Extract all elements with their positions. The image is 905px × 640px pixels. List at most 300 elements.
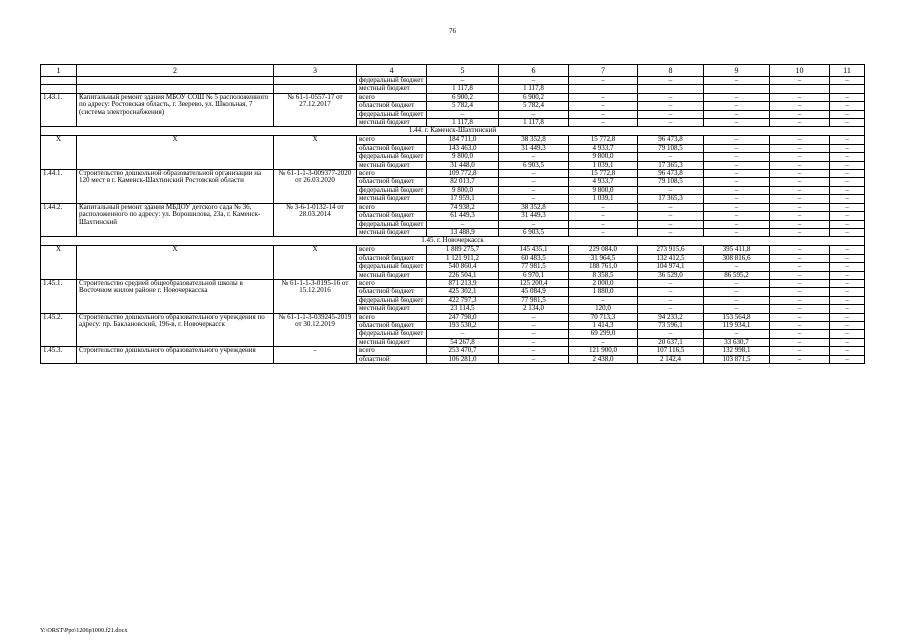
value-cell: – <box>770 313 830 321</box>
value-cell: 79 108,5 <box>638 144 704 152</box>
value-cell: – <box>770 279 830 287</box>
value-cell: – <box>770 110 830 118</box>
value-cell: – <box>830 178 865 186</box>
value-cell: 2 142,4 <box>638 355 704 363</box>
value-cell: – <box>830 296 865 304</box>
funding-source: федеральный бюджет <box>357 186 427 194</box>
funding-source: всего <box>357 136 427 144</box>
column-header: 5 <box>427 65 499 77</box>
item-name: Строительство средней общеобразовательной школы в Восточном жилом районе г. Новочеркасска <box>77 279 274 313</box>
value-cell: – <box>569 296 638 304</box>
value-cell: – <box>830 186 865 194</box>
value-cell: 145 435,1 <box>499 246 569 254</box>
value-cell: – <box>770 212 830 220</box>
value-cell: 17 365,3 <box>638 161 704 169</box>
value-cell: – <box>830 102 865 110</box>
item-name: Х <box>77 246 274 280</box>
value-cell: – <box>638 330 704 338</box>
value-cell: 9 800,0 <box>569 153 638 161</box>
value-cell: 6 900,2 <box>499 93 569 101</box>
value-cell: – <box>499 220 569 228</box>
item-document <box>274 77 357 85</box>
value-cell: – <box>830 144 865 152</box>
value-cell: 132 412,5 <box>638 254 704 262</box>
value-cell: – <box>770 321 830 329</box>
value-cell: 193 530,2 <box>427 321 499 329</box>
value-cell: – <box>770 296 830 304</box>
item-number: Х <box>41 136 77 170</box>
value-cell: 77 981,5 <box>499 296 569 304</box>
value-cell: 540 860,4 <box>427 263 499 271</box>
value-cell: – <box>770 330 830 338</box>
table-row <box>41 279 865 287</box>
value-cell: 106 281,0 <box>427 355 499 363</box>
value-cell: – <box>830 263 865 271</box>
value-cell: 308 816,6 <box>704 254 770 262</box>
column-header: 9 <box>704 65 770 77</box>
funding-source: всего <box>357 313 427 321</box>
value-cell: – <box>704 77 770 85</box>
value-cell: 184 711,0 <box>427 136 499 144</box>
value-cell: 143 463,0 <box>427 144 499 152</box>
funding-source: федеральный бюджет <box>357 330 427 338</box>
value-cell: – <box>638 305 704 313</box>
value-cell: 74 938,2 <box>427 203 499 211</box>
value-cell: – <box>704 136 770 144</box>
value-cell: 103 871,5 <box>704 355 770 363</box>
value-cell: – <box>830 338 865 346</box>
value-cell: – <box>638 102 704 110</box>
value-cell: 9 800,0 <box>427 153 499 161</box>
item-number: 1.43.1. <box>41 93 77 127</box>
value-cell: 17 365,3 <box>638 195 704 203</box>
value-cell: 1 117,8 <box>499 119 569 127</box>
value-cell: – <box>569 203 638 211</box>
item-document: № 61-1-1-3-039245-2019 от 30.12.2019 <box>274 313 357 347</box>
value-cell: – <box>704 170 770 178</box>
value-cell: – <box>830 203 865 211</box>
value-cell: – <box>704 195 770 203</box>
value-cell: – <box>830 212 865 220</box>
value-cell: 871 213,9 <box>427 279 499 287</box>
value-cell: – <box>830 271 865 279</box>
value-cell: 86 595,2 <box>704 271 770 279</box>
value-cell <box>569 85 638 93</box>
item-name: Строительство дошкольной образовательной организации на 120 мест в г. Каменск-Шахтинский Ростовской области <box>77 170 274 204</box>
table-row <box>41 170 865 178</box>
value-cell: – <box>499 330 569 338</box>
value-cell: 109 772,8 <box>427 170 499 178</box>
item-document: Х <box>274 246 357 280</box>
value-cell <box>830 85 865 93</box>
value-cell: – <box>499 110 569 118</box>
value-cell: – <box>704 288 770 296</box>
item-number: 1.45.3. <box>41 347 77 364</box>
value-cell: 94 233,2 <box>638 313 704 321</box>
value-cell: – <box>499 338 569 346</box>
value-cell: – <box>830 305 865 313</box>
value-cell: 425 302,1 <box>427 288 499 296</box>
value-cell: – <box>770 271 830 279</box>
item-document: № 61-1-0557-17 от 27.12.2017 <box>274 93 357 127</box>
value-cell: 253 470,7 <box>427 347 499 355</box>
value-cell: – <box>569 119 638 127</box>
funding-source: областной бюджет <box>357 178 427 186</box>
value-cell: 60 483,5 <box>499 254 569 262</box>
value-cell: 229 084,0 <box>569 246 638 254</box>
value-cell: – <box>704 178 770 186</box>
value-cell: 15 772,8 <box>569 170 638 178</box>
value-cell: – <box>770 195 830 203</box>
item-number: 1.44.1. <box>41 170 77 204</box>
value-cell: – <box>704 110 770 118</box>
value-cell: – <box>704 119 770 127</box>
value-cell: – <box>638 119 704 127</box>
value-cell: – <box>569 212 638 220</box>
value-cell: – <box>770 170 830 178</box>
value-cell: – <box>427 220 499 228</box>
value-cell: 70 713,3 <box>569 313 638 321</box>
value-cell: – <box>499 178 569 186</box>
value-cell: 107 116,5 <box>638 347 704 355</box>
value-cell: – <box>830 170 865 178</box>
item-number <box>41 85 77 93</box>
value-cell: 153 564,8 <box>704 313 770 321</box>
value-cell: – <box>704 186 770 194</box>
table-row <box>41 203 865 211</box>
value-cell: 96 473,8 <box>638 170 704 178</box>
item-name <box>77 77 274 85</box>
value-cell: 73 596,1 <box>638 321 704 329</box>
value-cell: 38 352,8 <box>499 203 569 211</box>
item-document: Х <box>274 136 357 170</box>
value-cell: 422 797,3 <box>427 296 499 304</box>
value-cell: 2 438,0 <box>569 355 638 363</box>
value-cell: 1 117,8 <box>499 85 569 93</box>
table-row <box>41 347 865 355</box>
value-cell: 23 114,5 <box>427 305 499 313</box>
value-cell: 1 039,1 <box>569 161 638 169</box>
item-name: Строительство дошкольного образовательного учреждения <box>77 347 274 364</box>
value-cell: 1 117,8 <box>427 85 499 93</box>
value-cell: – <box>499 77 569 85</box>
value-cell: – <box>704 153 770 161</box>
value-cell: – <box>830 136 865 144</box>
value-cell: 1 121 911,2 <box>427 254 499 262</box>
value-cell: – <box>638 279 704 287</box>
value-cell: 6 903,5 <box>499 228 569 236</box>
value-cell: – <box>638 77 704 85</box>
item-document: № 3-6-1-0132-14 от 28.03.2014 <box>274 203 357 237</box>
value-cell: – <box>830 288 865 296</box>
value-cell: – <box>830 220 865 228</box>
value-cell: 61 449,3 <box>427 212 499 220</box>
value-cell: – <box>704 212 770 220</box>
column-header: 1 <box>41 65 77 77</box>
value-cell: – <box>427 330 499 338</box>
table-header-row <box>41 65 865 77</box>
item-name: Капитальный ремонт здания МБОУ СОШ № 5 расположенного по адресу: Ростовская область, г. Зверево, ул. Школьная, 7 (система электроснабжения) <box>77 93 274 127</box>
value-cell: 132 998,1 <box>704 347 770 355</box>
funding-source: областной бюджет <box>357 254 427 262</box>
funding-source: федеральный бюджет <box>357 220 427 228</box>
value-cell: – <box>770 119 830 127</box>
item-document: № 61-1-1-3-0195-16 от 15.12.2016 <box>274 279 357 313</box>
value-cell: – <box>770 186 830 194</box>
value-cell: – <box>638 110 704 118</box>
value-cell: – <box>830 93 865 101</box>
value-cell: – <box>830 279 865 287</box>
value-cell: – <box>770 263 830 271</box>
value-cell: – <box>704 102 770 110</box>
funding-source: всего <box>357 170 427 178</box>
item-number: 1.45.1. <box>41 279 77 313</box>
item-name <box>77 85 274 93</box>
funding-source: всего <box>357 246 427 254</box>
value-cell: – <box>830 77 865 85</box>
value-cell: 4 933,7 <box>569 178 638 186</box>
value-cell: – <box>770 203 830 211</box>
funding-source: местный бюджет <box>357 228 427 236</box>
section-title: 1.44. г. Каменск-Шахтинский <box>41 127 865 136</box>
page-number: 76 <box>449 27 456 35</box>
value-cell: – <box>499 170 569 178</box>
value-cell: 120,0 <box>569 305 638 313</box>
funding-source: местный бюджет <box>357 338 427 346</box>
table-row <box>41 136 865 144</box>
value-cell: 9 800,0 <box>569 186 638 194</box>
value-cell: 33 630,7 <box>704 338 770 346</box>
value-cell: – <box>830 110 865 118</box>
value-cell: – <box>427 110 499 118</box>
value-cell: 38 352,8 <box>499 136 569 144</box>
value-cell: 5 782,4 <box>499 102 569 110</box>
value-cell: – <box>638 228 704 236</box>
value-cell: – <box>770 347 830 355</box>
value-cell: – <box>499 195 569 203</box>
value-cell: – <box>638 153 704 161</box>
value-cell: 125 200,4 <box>499 279 569 287</box>
value-cell: – <box>770 93 830 101</box>
value-cell: – <box>770 153 830 161</box>
section-row <box>41 127 865 136</box>
value-cell: – <box>770 228 830 236</box>
value-cell <box>770 85 830 93</box>
value-cell: 31 448,0 <box>427 161 499 169</box>
value-cell: – <box>499 313 569 321</box>
value-cell: – <box>499 153 569 161</box>
funding-source: федеральный бюджет <box>357 153 427 161</box>
value-cell: 9 800,0 <box>427 186 499 194</box>
value-cell: 2 134,0 <box>499 305 569 313</box>
value-cell: – <box>638 186 704 194</box>
column-header: 4 <box>357 65 427 77</box>
value-cell: 79 108,5 <box>638 178 704 186</box>
table-row <box>41 246 865 254</box>
value-cell: 6 903,5 <box>499 161 569 169</box>
budget-table <box>40 64 865 364</box>
value-cell: – <box>704 296 770 304</box>
column-header: 6 <box>499 65 569 77</box>
table-row <box>41 77 865 85</box>
funding-source: местный бюджет <box>357 119 427 127</box>
value-cell: – <box>830 347 865 355</box>
value-cell: – <box>704 330 770 338</box>
value-cell: 31 964,5 <box>569 254 638 262</box>
table-row <box>41 85 865 93</box>
table-row <box>41 93 865 101</box>
table-row <box>41 313 865 321</box>
value-cell: – <box>704 228 770 236</box>
value-cell: 226 504,1 <box>427 271 499 279</box>
value-cell: 15 772,8 <box>569 136 638 144</box>
value-cell: – <box>830 321 865 329</box>
value-cell: – <box>569 220 638 228</box>
value-cell: 395 411,8 <box>704 246 770 254</box>
funding-source: всего <box>357 93 427 101</box>
value-cell: – <box>830 355 865 363</box>
value-cell: 2 000,0 <box>569 279 638 287</box>
value-cell: – <box>830 246 865 254</box>
value-cell: 1 889 275,7 <box>427 246 499 254</box>
funding-source: областной бюджет <box>357 321 427 329</box>
item-document: № 61-1-1-3-009377-2020 от 26.03.2020 <box>274 170 357 204</box>
item-number: 1.44.2. <box>41 203 77 237</box>
value-cell: – <box>770 338 830 346</box>
value-cell: 54 267,8 <box>427 338 499 346</box>
value-cell: 13 488,9 <box>427 228 499 236</box>
funding-source: областной бюджет <box>357 102 427 110</box>
funding-source: местный бюджет <box>357 271 427 279</box>
value-cell: – <box>770 136 830 144</box>
value-cell: – <box>830 119 865 127</box>
funding-source: областной бюджет <box>357 212 427 220</box>
value-cell: 31 449,3 <box>499 212 569 220</box>
value-cell: 36 529,0 <box>638 271 704 279</box>
value-cell: – <box>830 195 865 203</box>
column-header: 10 <box>770 65 830 77</box>
value-cell: – <box>770 102 830 110</box>
column-header: 3 <box>274 65 357 77</box>
value-cell: 5 782,4 <box>427 102 499 110</box>
value-cell: 69 299,0 <box>569 330 638 338</box>
item-name: Х <box>77 136 274 170</box>
value-cell: – <box>569 338 638 346</box>
value-cell: – <box>704 203 770 211</box>
item-name: Строительство дошкольного образовательного учреждения по адресу: пр. Баклановский, 196-в, г. Новочеркасск <box>77 313 274 347</box>
item-document: – <box>274 347 357 364</box>
value-cell: 1 414,3 <box>569 321 638 329</box>
funding-source: федеральный бюджет <box>357 77 427 85</box>
funding-source: всего <box>357 279 427 287</box>
value-cell: – <box>638 288 704 296</box>
value-cell: – <box>704 93 770 101</box>
value-cell: – <box>499 186 569 194</box>
section-row <box>41 237 865 246</box>
value-cell: – <box>704 263 770 271</box>
value-cell: – <box>830 153 865 161</box>
item-number: Х <box>41 246 77 280</box>
value-cell: 1 039,1 <box>569 195 638 203</box>
value-cell: 1 117,8 <box>427 119 499 127</box>
value-cell: – <box>770 161 830 169</box>
item-name: Капитальный ремонт здания МБДОУ детского сада № 36, расположенного по адресу: ул. Ворошилова, 23а, г. Каменск-Шахтинский <box>77 203 274 237</box>
funding-source: федеральный бюджет <box>357 263 427 271</box>
value-cell: – <box>569 102 638 110</box>
value-cell: – <box>499 321 569 329</box>
item-number: 1.45.2. <box>41 313 77 347</box>
value-cell: – <box>569 77 638 85</box>
footer-file-path: Y:\ORST\Ppo\1206p1000.f21.docx <box>40 627 128 634</box>
funding-source: местный бюджет <box>357 161 427 169</box>
column-header: 8 <box>638 65 704 77</box>
value-cell: 188 761,0 <box>569 263 638 271</box>
value-cell: – <box>569 228 638 236</box>
value-cell: – <box>499 355 569 363</box>
funding-source: всего <box>357 347 427 355</box>
value-cell: 8 358,5 <box>569 271 638 279</box>
value-cell: – <box>638 220 704 228</box>
value-cell: – <box>770 246 830 254</box>
funding-source: местный бюджет <box>357 85 427 93</box>
value-cell: 1 880,0 <box>569 288 638 296</box>
value-cell: 82 013,7 <box>427 178 499 186</box>
value-cell: 119 934,1 <box>704 321 770 329</box>
value-cell: – <box>704 144 770 152</box>
funding-source: федеральный бюджет <box>357 296 427 304</box>
value-cell: – <box>704 220 770 228</box>
value-cell: – <box>638 212 704 220</box>
value-cell: – <box>830 161 865 169</box>
section-title: 1.45. г. Новочеркасск <box>41 237 865 246</box>
value-cell: 6 900,2 <box>427 93 499 101</box>
value-cell: – <box>704 279 770 287</box>
value-cell: 104 974,1 <box>638 263 704 271</box>
value-cell: – <box>770 305 830 313</box>
column-header: 7 <box>569 65 638 77</box>
item-document <box>274 85 357 93</box>
value-cell: – <box>770 178 830 186</box>
value-cell: – <box>830 330 865 338</box>
value-cell: 273 915,6 <box>638 246 704 254</box>
value-cell: – <box>830 313 865 321</box>
value-cell: 121 900,0 <box>569 347 638 355</box>
value-cell: – <box>499 347 569 355</box>
value-cell: – <box>704 161 770 169</box>
value-cell: – <box>830 228 865 236</box>
funding-source: федеральный бюджет <box>357 110 427 118</box>
value-cell: – <box>704 305 770 313</box>
funding-source: областной <box>357 355 427 363</box>
value-cell: – <box>770 144 830 152</box>
value-cell: – <box>830 254 865 262</box>
value-cell: 45 084,9 <box>499 288 569 296</box>
funding-source: областной бюджет <box>357 288 427 296</box>
value-cell: 31 449,3 <box>499 144 569 152</box>
value-cell: 247 798,0 <box>427 313 499 321</box>
value-cell: – <box>770 220 830 228</box>
value-cell: 4 933,7 <box>569 144 638 152</box>
funding-source: местный бюджет <box>357 195 427 203</box>
item-number <box>41 77 77 85</box>
value-cell: – <box>638 93 704 101</box>
value-cell: – <box>638 296 704 304</box>
value-cell: – <box>770 288 830 296</box>
column-header: 11 <box>830 65 865 77</box>
funding-source: областной бюджет <box>357 144 427 152</box>
value-cell: – <box>770 254 830 262</box>
value-cell <box>638 85 704 93</box>
